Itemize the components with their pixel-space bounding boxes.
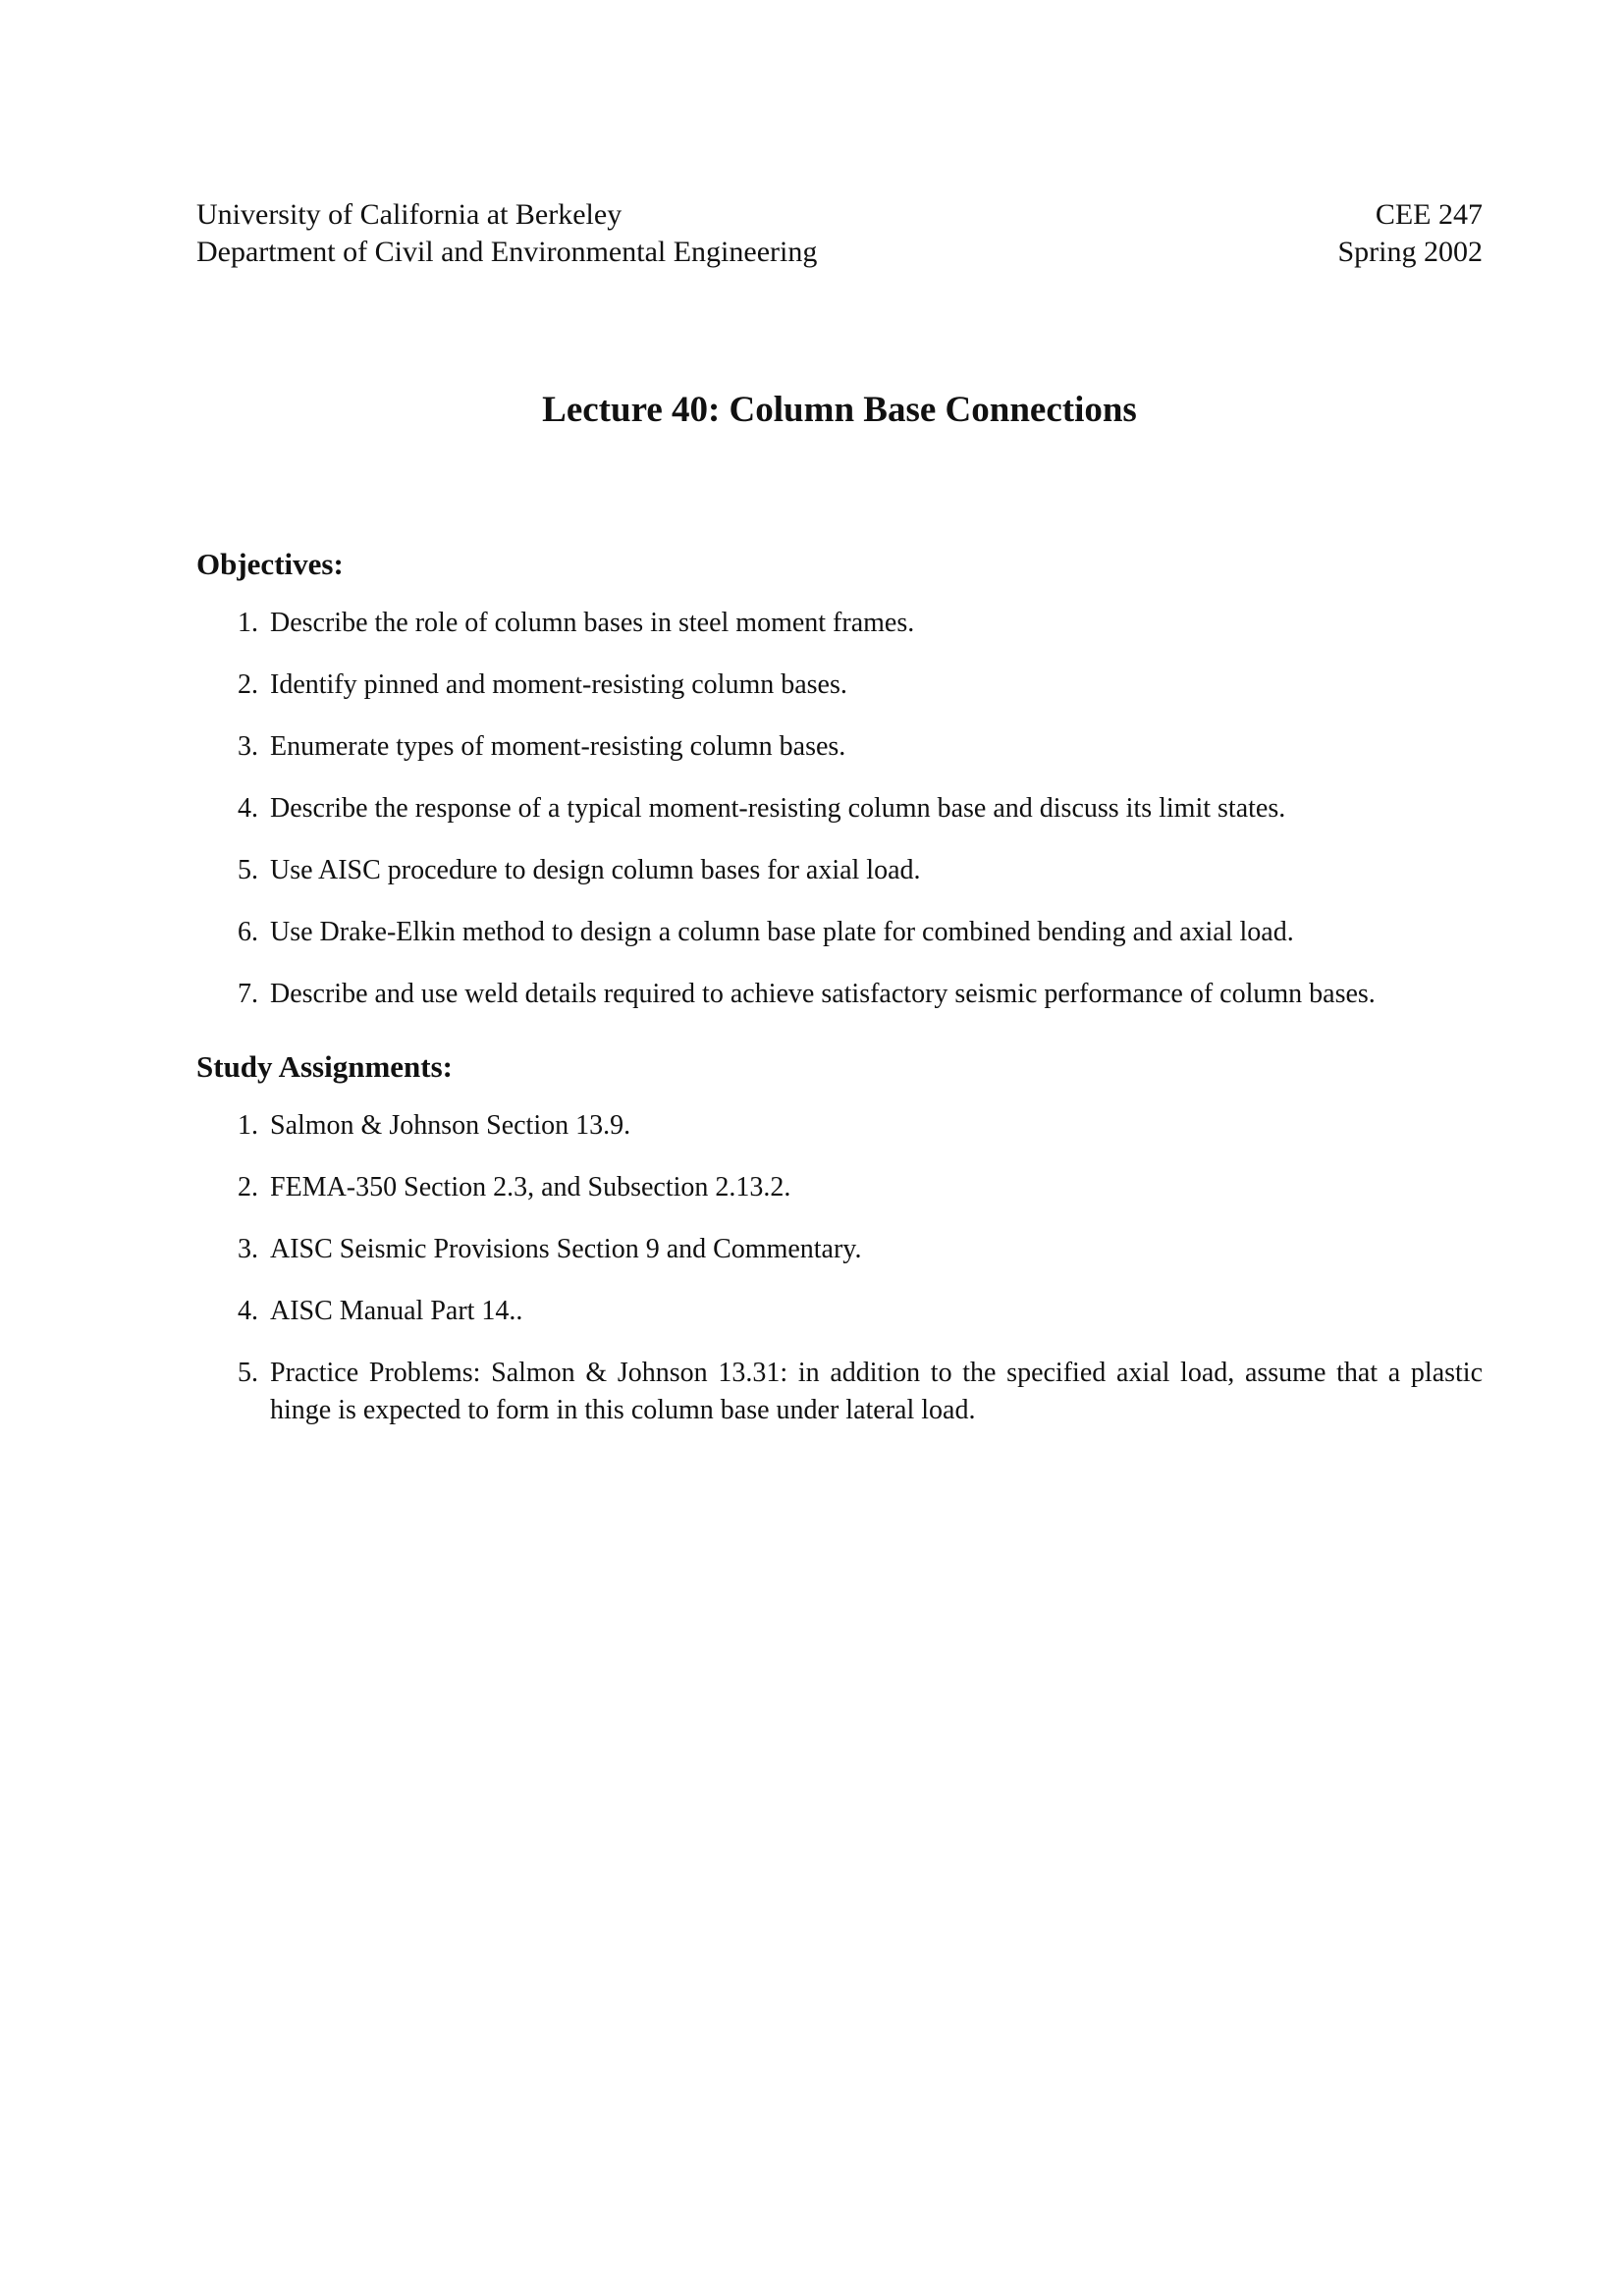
header-right xyxy=(1337,196,1483,271)
item-number: 4. xyxy=(238,1296,258,1326)
list-item xyxy=(196,1355,1483,1429)
document-page xyxy=(196,196,1483,1454)
item-number: 2. xyxy=(238,669,258,700)
item-text: Identify pinned and moment-resisting column bases. xyxy=(270,669,847,700)
item-number: 1. xyxy=(238,608,258,638)
list-item xyxy=(196,1169,1483,1206)
lecture-title: Lecture 40: Column Base Connections xyxy=(542,390,1137,430)
list-item xyxy=(196,667,1483,704)
list-item xyxy=(196,976,1483,1013)
item-text: Describe the response of a typical moment-resisting column base and discuss its limit states. xyxy=(270,793,1286,824)
item-number: 1. xyxy=(238,1110,258,1141)
term: Spring 2002 xyxy=(1337,236,1483,268)
item-text: Describe the role of column bases in steel moment frames. xyxy=(270,608,915,638)
item-text: Use AISC procedure to design column bases for axial load. xyxy=(270,855,921,885)
item-number: 5. xyxy=(238,1358,258,1388)
objectives-list xyxy=(196,605,1483,1013)
list-item xyxy=(196,1107,1483,1145)
item-number: 3. xyxy=(238,731,258,762)
list-item xyxy=(196,605,1483,642)
item-number: 3. xyxy=(238,1234,258,1264)
item-number: 6. xyxy=(238,917,258,947)
item-text: Use Drake-Elkin method to design a column base plate for combined bending and axial load. xyxy=(270,917,1294,947)
item-text: Describe and use weld details required to achieve satisfactory seismic performance of column bases. xyxy=(270,979,1376,1009)
study-assignments-heading: Study Assignments: xyxy=(196,1049,453,1084)
study-assignments-list xyxy=(196,1107,1483,1429)
item-text: FEMA-350 Section 2.3, and Subsection 2.13.2. xyxy=(270,1172,791,1202)
list-item xyxy=(196,790,1483,828)
item-text: Salmon & Johnson Section 13.9. xyxy=(270,1110,631,1141)
item-number: 7. xyxy=(238,979,258,1009)
list-item xyxy=(196,1293,1483,1330)
item-text: AISC Seismic Provisions Section 9 and Commentary. xyxy=(270,1234,862,1264)
list-item xyxy=(196,728,1483,766)
item-text: Practice Problems: Salmon & Johnson 13.31: in addition to the specified axial load, assume that a plastic hinge is expected to form in this column base under lateral load. xyxy=(270,1358,1483,1425)
item-text: AISC Manual Part 14.. xyxy=(270,1296,523,1326)
university-name: University of California at Berkeley xyxy=(196,198,623,231)
objectives-heading: Objectives: xyxy=(196,547,344,581)
item-number: 2. xyxy=(238,1172,258,1202)
department-name: Department of Civil and Environmental Engineering xyxy=(196,236,818,268)
item-number: 4. xyxy=(238,793,258,824)
page-header xyxy=(196,196,1483,271)
list-item xyxy=(196,914,1483,951)
list-item xyxy=(196,852,1483,889)
course-code: CEE 247 xyxy=(1375,198,1483,231)
item-text: Enumerate types of moment-resisting column bases. xyxy=(270,731,846,762)
item-number: 5. xyxy=(238,855,258,885)
list-item xyxy=(196,1231,1483,1268)
header-left xyxy=(196,196,817,271)
